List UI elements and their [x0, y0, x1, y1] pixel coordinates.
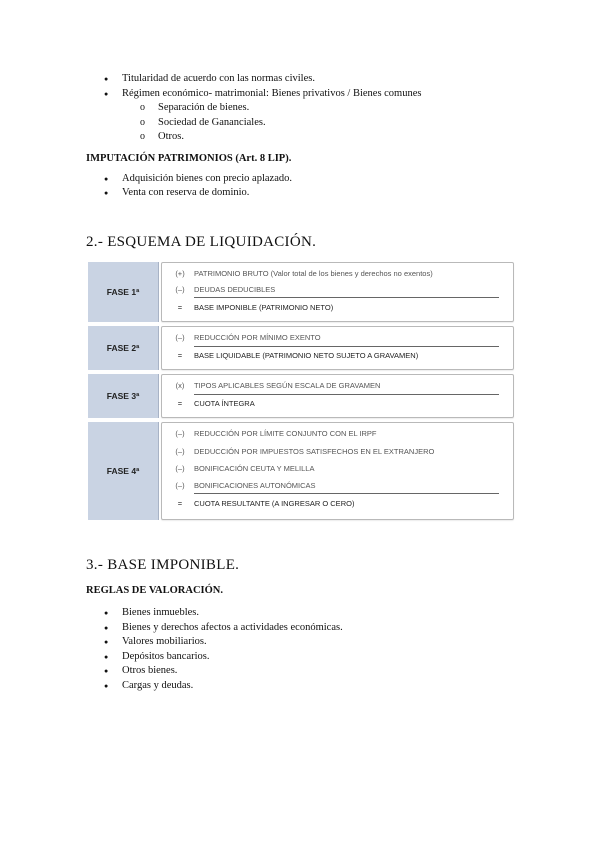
- list-item: o Separación de bienes.: [86, 101, 526, 116]
- operator-symbol: (–): [175, 333, 185, 342]
- operator-symbol: (–): [175, 481, 185, 490]
- divider: [194, 346, 499, 347]
- list-item: ● Depósitos bancarios.: [86, 650, 526, 665]
- row-text: CUOTA ÍNTEGRA: [194, 399, 255, 408]
- row-text: REDUCCIÓN POR MÍNIMO EXENTO: [194, 333, 321, 342]
- fase-label: FASE 2ª: [88, 326, 159, 370]
- fase-row: [170, 333, 499, 347]
- list-item: ● Valores mobiliarios.: [86, 635, 526, 650]
- fase-3: [88, 374, 514, 418]
- list-item: ● Cargas y deudas.: [86, 679, 526, 694]
- row-text: REDUCCIÓN POR LÍMITE CONJUNTO CON EL IRPF: [194, 429, 377, 438]
- operator-symbol: =: [177, 303, 183, 312]
- fase-row: [170, 447, 499, 461]
- fase-label: FASE 3ª: [88, 374, 159, 418]
- fase-1: [88, 262, 514, 322]
- operator-symbol: =: [177, 351, 183, 360]
- section2-heading: 2.- ESQUEMA DE LIQUIDACIÓN.: [86, 234, 317, 250]
- section-titularidad: [86, 72, 526, 201]
- row-text: DEDUCCIÓN POR IMPUESTOS SATISFECHOS EN EL EXTRANJERO: [194, 447, 435, 456]
- fase-row: [170, 464, 499, 478]
- fase-box: [161, 422, 514, 520]
- row-text: TIPOS APLICABLES SEGÚN ESCALA DE GRAVAMEN: [194, 381, 381, 390]
- operator-symbol: (–): [175, 429, 185, 438]
- list-item: ● Titularidad de acuerdo con las normas civiles.: [86, 72, 526, 87]
- fase-label: FASE 1ª: [88, 262, 159, 322]
- operator-symbol: (–): [175, 464, 185, 473]
- fase-4: [88, 422, 514, 520]
- section3-heading: 3.- BASE IMPONIBLE.: [86, 557, 240, 573]
- row-text: BASE IMPONIBLE (PATRIMONIO NETO): [194, 303, 334, 312]
- fase-row: [170, 381, 499, 395]
- list-item: ● Bienes y derechos afectos a actividades económicas.: [86, 621, 526, 636]
- divider: [194, 394, 499, 395]
- bullet-list-valoracion: [86, 606, 526, 693]
- fase-row: [170, 499, 499, 513]
- fase-row: [170, 269, 499, 283]
- row-text: BONIFICACIÓN CEUTA Y MELILLA: [194, 464, 315, 473]
- operator-symbol: (–): [175, 285, 185, 294]
- operator-symbol: =: [177, 399, 183, 408]
- reglas-heading: REGLAS DE VALORACIÓN.: [86, 585, 224, 596]
- fase-box: [161, 374, 514, 418]
- fase-row: [170, 303, 499, 317]
- imputacion-heading: IMPUTACIÓN PATRIMONIOS (Art. 8 LIP).: [86, 152, 292, 164]
- fase-box: [161, 262, 514, 322]
- row-text: BASE LIQUIDABLE (PATRIMONIO NETO SUJETO A GRAVAMEN): [194, 351, 419, 360]
- operator-symbol: =: [177, 499, 183, 508]
- row-text: BONIFICACIONES AUTONÓMICAS: [194, 481, 316, 490]
- fase-row: [170, 399, 499, 413]
- operator-symbol: (+): [175, 269, 185, 278]
- divider: [194, 493, 499, 494]
- row-text: PATRIMONIO BRUTO (Valor total de los bienes y derechos no exentos): [194, 269, 433, 278]
- fase-label: FASE 4ª: [88, 422, 159, 520]
- list-item: ● Régimen económico- matrimonial: Bienes privativos / Bienes comunes: [86, 87, 526, 102]
- row-text: DEUDAS DEDUCIBLES: [194, 285, 276, 294]
- liquidacion-scheme: [88, 262, 514, 520]
- list-item: ● Bienes inmuebles.: [86, 606, 526, 621]
- list-item: ● Venta con reserva de dominio.: [86, 186, 526, 201]
- fase-row: [170, 351, 499, 365]
- row-text: CUOTA RESULTANTE (A INGRESAR O CERO): [194, 499, 355, 508]
- bullet-list-a: [86, 72, 526, 101]
- bullet-list-b: [86, 172, 526, 201]
- operator-symbol: (–): [175, 447, 185, 456]
- fase-box: [161, 326, 514, 370]
- operator-symbol: (x): [175, 381, 185, 390]
- list-item: o Sociedad de Gananciales.: [86, 116, 526, 131]
- list-item: ● Otros bienes.: [86, 664, 526, 679]
- list-item: o Otros.: [86, 130, 526, 145]
- fase-row: [170, 429, 499, 443]
- list-item: ● Adquisición bienes con precio aplazado.: [86, 172, 526, 187]
- fase-2: [88, 326, 514, 370]
- sub-list-regimen: [86, 101, 526, 145]
- divider: [194, 297, 499, 298]
